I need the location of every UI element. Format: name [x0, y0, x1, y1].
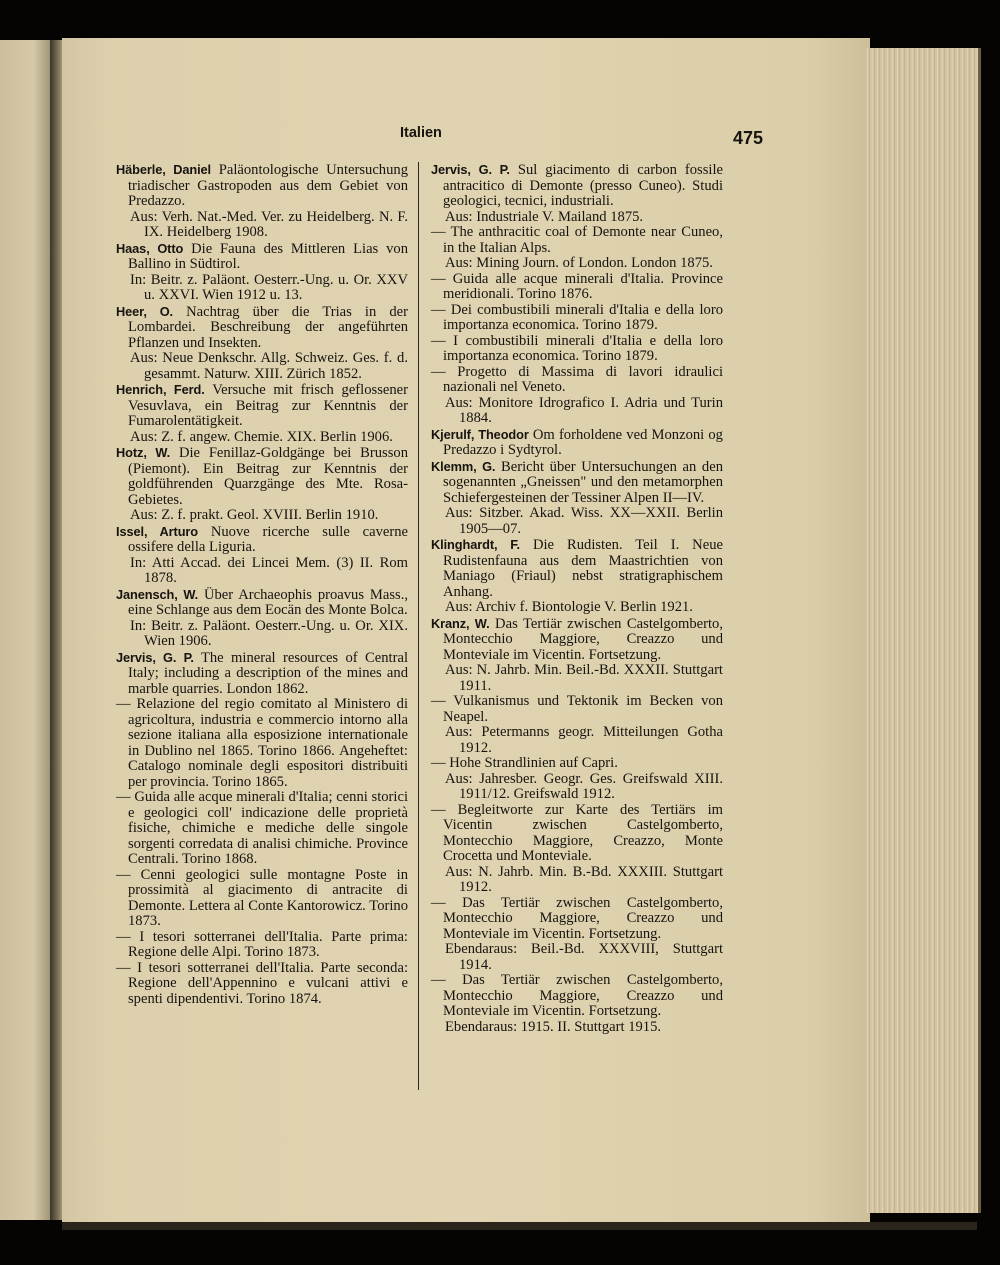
entry-title: The mineral resources of Central Italy; including a description of the mines and marble quarries. London 1862. — [128, 649, 408, 697]
bibliography-entry — [431, 334, 723, 365]
entry-author: Klinghardt, F. — [431, 537, 520, 552]
entry-title: Cenni geologici sulle montagne Poste in prossimità al giacimento di antracite di Demonte. Lettera al Conte Kantorowicz. Torino 1873. — [128, 866, 408, 929]
entry-title: Die Fenillaz-Goldgänge bei Brusson (Piemont). Ein Beitrag zur Kenntnis der goldführenden Quarzgänge des Mte. Rosa-Gebietes. — [128, 445, 408, 508]
entry-title: Das Tertiär zwischen Castelgomberto, Montecchio Maggiore, Creazzo und Monteviale im Vicentin. Fortsetzung. — [443, 894, 723, 942]
bibliography-entry — [116, 524, 408, 556]
bibliography-entry — [116, 382, 408, 430]
page-block-edges — [866, 48, 981, 1213]
ditto-dash: — — [116, 866, 131, 883]
entry-title: Die Rudisten. Teil I. Neue Rudistenfauna aus dem Maastrichtien von Maniago (Friaul) nebst stratigraphischem Anhang. — [443, 537, 723, 600]
bibliography-entry — [431, 427, 723, 459]
entry-source: Aus: Verh. Nat.-Med. Ver. zu Heidelberg. N. F. IX. Heidelberg 1908. — [130, 208, 408, 240]
bibliography-entry — [431, 756, 723, 772]
entry-author: Jervis, G. P. — [116, 649, 194, 665]
bibliography-entry — [431, 365, 723, 396]
entry-title: Versuche mit frisch geflossener Vesuvlava, ein Beitrag zur Kenntnis der Fumarolentätigkeit. — [128, 382, 408, 429]
entry-source: In: Beitr. z. Paläont. Oesterr.-Ung. u. Or. XIX. Wien 1906. — [130, 617, 408, 649]
entry-author: Issel, Arturo — [116, 523, 199, 539]
entry-author: Heer, O. — [116, 303, 174, 319]
entry-source: Aus: Petermanns geogr. Mitteilungen Gotha 1912. — [445, 724, 723, 756]
entry-title: I combustibili minerali d'Italia e della loro importanza economica. Torino 1879. — [443, 332, 723, 364]
bibliography-entry — [431, 803, 723, 865]
entry-title: Relazione del regio comitato al Ministero di agricoltura, industria e commercio intorno alla sezione italiana alla esposizione internationale in Dublino nel 1865. Torino 1866. Angeheftet: Catalogo nominale degli espositori distribuiti per provincia. Torino 1865. — [128, 696, 408, 790]
running-head: Italien — [400, 125, 442, 141]
bibliography-entry — [431, 694, 723, 725]
page-bottom-shadow — [62, 1222, 977, 1230]
left-column — [116, 162, 408, 1007]
entry-title: Guida alle acque minerali d'Italia. Province meridionali. Torino 1876. — [443, 270, 723, 302]
bibliography-entry — [116, 790, 408, 868]
entry-source: In: Atti Accad. dei Lincei Mem. (3) II. Rom 1878. — [130, 554, 408, 586]
ditto-dash: — — [431, 972, 446, 988]
entry-author: Hotz, W. — [116, 445, 171, 460]
facing-page-edge — [0, 40, 56, 1220]
bibliography-entry — [431, 896, 723, 943]
entry-title: Begleitworte zur Karte des Tertiärs im Vicentin zwischen Castelgomberto, Montecchio Maggiore, Creazzo, Monte Crocetta und Monteviale. — [443, 801, 723, 864]
entry-title: The anthracitic coal of Demonte near Cuneo, in the Italian Alps. — [443, 224, 723, 256]
bibliography-entry — [431, 537, 723, 600]
entry-title: Nuove ricerche sulle caverne ossifere della Liguria. — [128, 523, 408, 555]
bibliography-entry — [116, 587, 408, 619]
entry-source: Ebendaraus: 1915. II. Stuttgart 1915. — [445, 1018, 662, 1035]
ditto-dash: — — [431, 270, 446, 287]
bibliography-entry — [116, 961, 408, 1008]
bibliography-entry — [431, 616, 723, 664]
bibliography-entry — [431, 272, 723, 303]
entry-title: Nachtrag über die Trias in der Lombardei. Beschreibung der angeführten Pflanzen und Insekten. — [128, 303, 408, 351]
entry-source: Aus: Sitzber. Akad. Wiss. XX—XXII. Berlin 1905—07. — [445, 505, 723, 537]
entry-source: In: Beitr. z. Paläont. Oesterr.-Ung. u. Or. XXV u. XXVI. Wien 1912 u. 13. — [130, 271, 408, 303]
bibliography-entry — [116, 697, 408, 790]
ditto-dash: — — [431, 363, 446, 380]
entry-title: Guida alle acque minerali d'Italia; cenni storici e geologici coll' indicazione delle proprietà fisiche, chimiche e mediche delle singole sorgenti corredata di analisi chimiche. Province Centrali. Torino 1868. — [128, 789, 408, 867]
ditto-dash: — — [116, 789, 131, 805]
entry-title: Om forholdene ved Monzoni og Predazzo i Sydtyrol. — [443, 426, 723, 458]
entry-author: Häberle, Daniel — [116, 162, 212, 177]
entry-source: Aus: Jahresber. Geogr. Ges. Greifswald XIII. 1911/12. Greifswald 1912. — [445, 770, 723, 802]
entry-title: Das Tertiär zwischen Castelgomberto, Montecchio Maggiore, Creazzo und Monteviale im Vicentin. Fortsetzung. — [443, 972, 723, 1019]
entry-source: Aus: Z. f. prakt. Geol. XVIII. Berlin 1910. — [130, 507, 379, 523]
entry-title: Sul giacimento di carbon fossile antracitico di Demonte (presso Cuneo). Studi geologici, tecnici, industriali. — [443, 162, 724, 209]
entry-title: Progetto di Massima di lavori idraulici nazionali nel Veneto. — [443, 363, 723, 395]
entry-title: I tesori sotterranei dell'Italia. Parte prima: Regione delle Alpi. Torino 1873. — [128, 928, 408, 960]
entry-author: Kranz, W. — [431, 615, 490, 631]
entry-title: Das Tertiär zwischen Castelgomberto, Montecchio Maggiore, Creazzo und Monteviale im Vicentin. Fortsetzung. — [443, 615, 723, 663]
ditto-dash: — — [431, 301, 446, 318]
entry-author: Haas, Otto — [116, 240, 184, 256]
entry-source: Ebendaraus: Beil.-Bd. XXXVIII, Stuttgart 1914. — [445, 941, 723, 973]
entry-title: Bericht über Untersuchungen an den sogenannten „Gneissen" und den metamorphen Schiefergesteinen der Tessiner Alpen II—IV. — [443, 458, 723, 506]
entry-title: Dei combustibili minerali d'Italia e della loro importanza economica. Torino 1879. — [443, 301, 723, 333]
bibliography-entry — [116, 241, 408, 273]
bibliography-entry — [116, 445, 408, 508]
entry-author: Janensch, W. — [116, 586, 199, 602]
ditto-dash: — — [431, 224, 446, 240]
ditto-dash: — — [431, 693, 446, 709]
bibliography-entry — [116, 650, 408, 698]
entry-title: I tesori sotterranei dell'Italia. Parte seconda: Regione dell'Appennino e vulcani attivi e spenti dipendentivi. Torino 1874. — [128, 959, 408, 1007]
bibliography-entry — [431, 973, 723, 1020]
ditto-dash: — — [431, 894, 446, 911]
bibliography-entry — [116, 930, 408, 961]
entry-source: Aus: Monitore Idrografico I. Adria und Turin 1884. — [445, 394, 723, 426]
bibliography-entry — [431, 459, 723, 507]
bibliography-entry — [116, 304, 408, 352]
entry-title: Über Archaeophis proavus Mass., eine Schlange aus dem Eocän des Monte Bolca. — [128, 586, 408, 618]
entry-source: Aus: N. Jahrb. Min. B.-Bd. XXXIII. Stuttgart 1912. — [445, 863, 723, 895]
entry-author: Henrich, Ferd. — [116, 382, 205, 397]
entry-source: Aus: Archiv f. Biontologie V. Berlin 1921. — [445, 599, 693, 615]
entry-title: Vulkanismus und Tektonik im Becken von Neapel. — [443, 693, 723, 725]
entry-title: Die Fauna des Mittleren Lias von Ballino in Südtirol. — [128, 240, 408, 272]
page-number: 475 — [733, 128, 764, 148]
bibliography-entry — [431, 303, 723, 334]
ditto-dash: — — [116, 959, 131, 976]
entry-source: Aus: N. Jahrb. Min. Beil.-Bd. XXXII. Stuttgart 1911. — [445, 662, 723, 694]
ditto-dash: — — [431, 801, 446, 818]
entry-author: Jervis, G. P. — [431, 162, 510, 177]
ditto-dash: — — [431, 755, 446, 771]
entry-author: Kjerulf, Theodor — [431, 426, 529, 442]
entry-source: Aus: Mining Journ. of London. London 1875. — [445, 255, 713, 271]
bibliography-entry — [116, 868, 408, 930]
entry-source: Aus: Neue Denkschr. Allg. Schweiz. Ges. f. d. gesammt. Naturw. XIII. Zürich 1852. — [130, 350, 408, 382]
entry-source: Aus: Z. f. angew. Chemie. XIX. Berlin 1906. — [130, 428, 393, 445]
column-rule — [418, 162, 419, 1090]
bibliography-entry — [431, 225, 723, 256]
right-column — [431, 162, 723, 1035]
entry-author: Klemm, G. — [431, 458, 496, 474]
ditto-dash: — — [116, 696, 131, 712]
entry-title: Paläontologische Untersuchung triadischer Gastropoden aus dem Gebiet von Predazzo. — [128, 162, 408, 209]
bibliography-entry — [431, 162, 723, 210]
entry-title: Hohe Strandlinien auf Capri. — [449, 755, 618, 771]
bibliography-entry — [116, 162, 408, 210]
ditto-dash: — — [116, 928, 131, 945]
entry-source: Aus: Industriale V. Mailand 1875. — [445, 208, 644, 225]
ditto-dash: — — [431, 332, 446, 349]
